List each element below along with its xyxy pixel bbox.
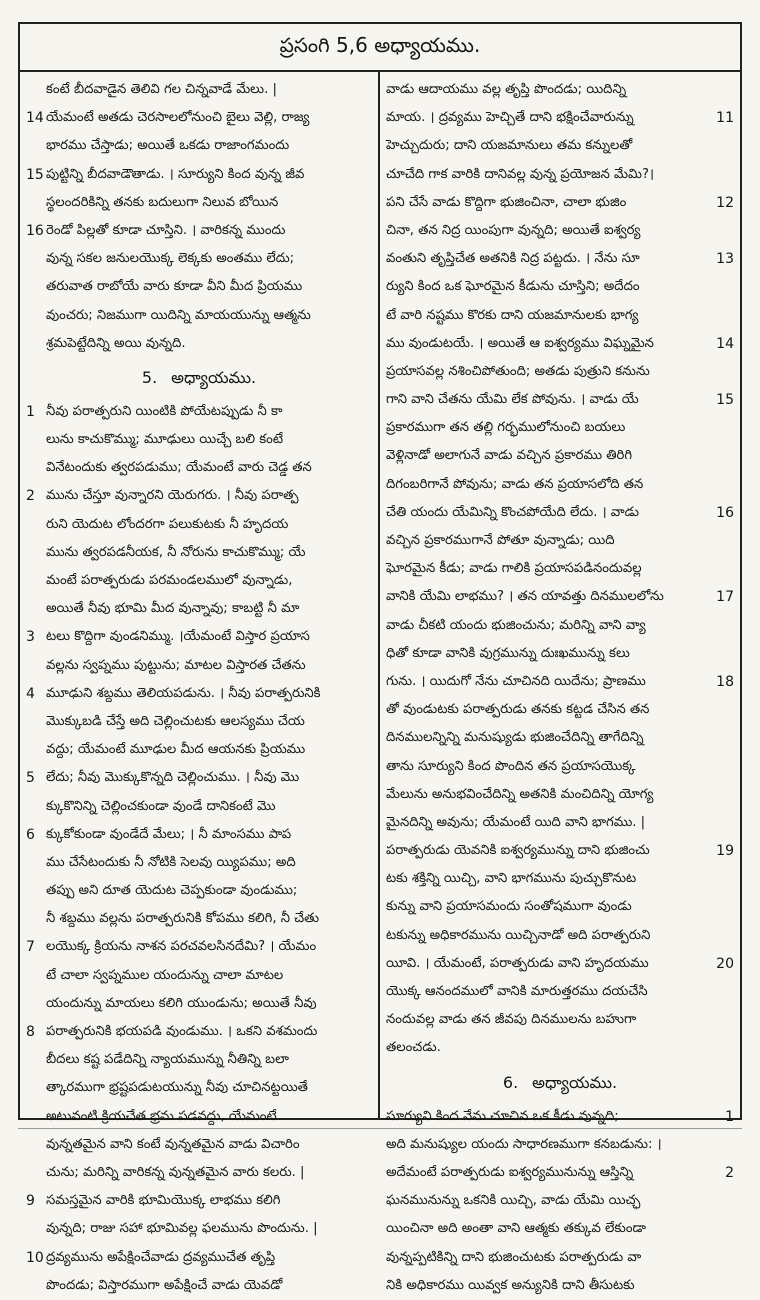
- verse-text: రెండో పిల్లతో కూడా చూస్తిని. । వారికన్న ముందు: [46, 222, 286, 238]
- verse-line: [386, 1215, 734, 1243]
- verse-text: నీవు పరాత్పరుని యింటికి పోయేటప్పుడు నీ కా: [46, 403, 283, 419]
- verse-text: కంటే బీదవాడైన తెలివి గల చిన్నవాడే మేలు. |: [46, 82, 277, 97]
- verse-text: తప్పు అని దూత యెదుట చెప్పకుండా వుండుము;: [46, 883, 298, 899]
- two-column-body: [20, 72, 740, 1293]
- verse-line: [26, 933, 372, 961]
- verse-text: శ్రమపెట్టేదిన్ని అయి వున్నది.: [46, 335, 186, 351]
- verse-line: [26, 1215, 372, 1243]
- verse-text: పొందడు; విస్తారముగా అపేక్షించే వాడు యెవడో: [46, 1277, 283, 1293]
- verse-text: వాడు చీకటి యందు భుజించును; మరిన్ని వాని వ్యా: [386, 617, 646, 633]
- verse-text: పుట్టిన్ని బీదవాడౌతాడు. । సూర్యుని కింద వున్న జీవ: [46, 166, 305, 182]
- verse-line: [26, 482, 372, 510]
- verse-text: లేదు; నీవు మొక్కుకొన్నది చెల్లించుము. । నీవు మొ: [46, 770, 300, 786]
- verse-text: వున్నప్పటికిన్ని దాని భుజించుటకు పరాత్పరుడు వా: [386, 1249, 642, 1265]
- verse-line: [386, 442, 734, 470]
- verse-line: [26, 217, 372, 245]
- verse-number: 15: [26, 166, 44, 183]
- verse-line: [386, 1187, 734, 1215]
- verse-line: [26, 189, 372, 217]
- left-column: [20, 72, 380, 1293]
- verse-text: నీ శబ్దము వల్లను పరాత్పరునికి కోపము కలిగి, నీ చేతు: [46, 911, 320, 927]
- verse-text: టలు కొద్దిగా వుండనిమ్ము. ।యేమంటే విస్తార ప్రయాస: [46, 629, 310, 645]
- verse-text: త్కారముగా భ్రష్టపడుటయున్ను నీవు చూచినట్టయితే: [46, 1080, 308, 1096]
- verse-line: [386, 809, 734, 837]
- verse-line: [26, 1131, 372, 1159]
- verse-text: గును. । యిదుగో నేను చూచినది యిదేను; ప్రాణము: [386, 673, 646, 689]
- verse-line: [386, 753, 734, 781]
- verse-text: వెళ్లినాడో అలాగునే వాడు వచ్చిన ప్రకారము తిరిగి: [386, 448, 633, 464]
- verse-line: [386, 950, 734, 978]
- verse-line: [386, 555, 734, 583]
- verse-text: యీవి. । యేమంటే, పరాత్పరుడు వాని హృదయము: [386, 955, 649, 971]
- verse-line: [26, 454, 372, 482]
- verse-text: మొక్కుబడి చేస్తే అది చెల్లించుటకు ఆలస్యము చేయ: [46, 713, 305, 729]
- verse-text: తలంచడు.: [386, 1040, 441, 1056]
- verse-text: వున్నది; రాజు సహా భూమివల్ల ఫలమును పొందును. |: [46, 1221, 318, 1237]
- verse-text: లును కాచుకొమ్ము; మూఢులు యిచ్చే బలి కంటే: [46, 432, 284, 448]
- verse-text: పని చేసే వాడు కొద్దిగా భుజించినా, చాలా భుజిం: [386, 194, 627, 210]
- verse-line: [26, 273, 372, 301]
- verse-number: 7: [26, 939, 35, 956]
- verse-line: [386, 668, 734, 696]
- verse-line: [26, 1103, 372, 1131]
- verse-line: [386, 1006, 734, 1034]
- verse-line: [26, 652, 372, 680]
- verse-line: [26, 539, 372, 567]
- verse-text: యొక్క ఆనందములో వానికి మారుత్తరము దయచేసి: [386, 984, 648, 999]
- page-header: [20, 24, 740, 72]
- verse-text: వున్న సకల జనులయొక్క లెక్కకు అంతము లేదు;: [46, 251, 295, 267]
- verse-line: [386, 978, 734, 1006]
- verse-line: [386, 1131, 734, 1159]
- verse-line: [26, 1244, 372, 1272]
- verse-number: 16: [716, 504, 734, 521]
- verse-text: యందున్ను మాయలు కలిగి యుండును; అయితే నీవు: [46, 995, 317, 1011]
- verse-number: 17: [716, 589, 734, 606]
- verse-line: [26, 1074, 372, 1102]
- verse-number: 5: [26, 770, 35, 787]
- verse-line: [26, 849, 372, 877]
- verse-text: మంటే పరాత్పరుడు పరమండలములో వున్నాడు,: [46, 573, 293, 588]
- verse-line: [26, 1046, 372, 1074]
- verse-line: [26, 398, 372, 426]
- verse-text: చూచేది గాక వారికి దానివల్ల వున్న ప్రయోజన మేమి?।: [386, 166, 654, 182]
- verse-number: 10: [26, 1249, 44, 1266]
- verse-line: [26, 161, 372, 189]
- verse-line: [26, 132, 372, 160]
- verse-number: 13: [716, 251, 734, 268]
- verse-line: [386, 893, 734, 921]
- verse-line: [26, 1187, 372, 1215]
- verse-text: అదేమంటే పరాత్పరుడు ఐశ్వర్యమునున్ను ఆస్తిన్ని: [386, 1164, 634, 1180]
- verse-number: 11: [716, 110, 734, 127]
- verse-line: [386, 922, 734, 950]
- verse-text: స్థలందరికిన్ని తనకు బదులుగా నిలువ బోయిన: [46, 194, 279, 210]
- verse-line: [26, 567, 372, 595]
- verse-number: 14: [26, 110, 44, 127]
- verse-line: [386, 302, 734, 330]
- verse-text: అటువంటి క్రియచేత భ్రమ పడవద్దు, యేమంటే: [46, 1108, 277, 1124]
- verse-number: 2: [725, 1164, 734, 1181]
- verse-number: 16: [26, 222, 44, 239]
- verse-text: ప్రకారముగా తన తల్లి గర్భములోనుంచి బయలు: [386, 420, 626, 436]
- verse-line: [386, 724, 734, 752]
- verse-text: సమస్తమైన వారికి భూమియొక్క లాభము కలిగి: [46, 1193, 281, 1209]
- verse-line: [26, 426, 372, 454]
- verse-line: [386, 217, 734, 245]
- verse-line: [386, 1103, 734, 1131]
- verse-text: క్కుకొనిన్ని చెల్లించకుండా వుండే దానికంటే మొ: [46, 798, 276, 814]
- verse-line: [386, 1159, 734, 1187]
- verse-text: టకున్ను అధికారమును యిచ్చినాడో అది పరాత్పరుని: [386, 927, 651, 943]
- verse-line: [26, 511, 372, 539]
- verse-line: [26, 1272, 372, 1300]
- verse-text: వల్లను స్వప్నము పుట్టును; మాటల విస్తారత చేతను: [46, 657, 306, 673]
- verse-text: వంతుని తృప్తిచేత అతనికి నిద్ర పట్టదు. । నేను సూ: [386, 251, 640, 267]
- verse-number: 3: [26, 629, 35, 646]
- verse-number: 1: [26, 403, 35, 420]
- verse-line: [26, 104, 372, 132]
- verse-text: మును చేస్తూ వున్నారని యెరుగరు. । నీవు పరాత్ప: [46, 488, 299, 504]
- verse-line: [386, 132, 734, 160]
- verse-line: [26, 595, 372, 623]
- verse-text: అది మనుష్యుల యందు సాధారణముగా కనబడును: ।: [386, 1136, 662, 1152]
- verse-line: [386, 414, 734, 442]
- verse-text: బీదలు కష్ట పడేదిన్ని న్యాయమున్ను నీతిన్ని బలా: [46, 1052, 289, 1068]
- verse-line: [26, 76, 372, 104]
- verse-text: ప్రయాసవల్ల నశించిపోతుంది; అతడు పుత్రుని కనును: [386, 363, 650, 379]
- verse-line: [26, 708, 372, 736]
- verse-text: తాను సూర్యుని కింద పొందిన తన ప్రయాసయొక్క: [386, 758, 636, 774]
- verse-text: వున్నతమైన వాని కంటే వున్నతమైన వాడు విచారిం: [46, 1136, 300, 1152]
- verse-text: టే చాలా స్వప్నముల యందున్ను చాలా మాటల: [46, 967, 284, 983]
- verse-line: [386, 696, 734, 724]
- verse-text: తో వుండుటకు పరాత్పరుడు తనకు కట్టడ చేసిన తన: [386, 702, 650, 718]
- page-title: ప్రసంగి 5,6 అధ్యాయము.: [279, 32, 481, 57]
- verse-number: 12: [716, 194, 734, 211]
- verse-line: [26, 680, 372, 708]
- verse-line: [26, 1159, 372, 1187]
- verse-text: వుంచరు; నిజముగా యిదిన్ని మాయయున్ను ఆత్మను: [46, 307, 311, 323]
- verse-text: ఘనమునున్ను ఒకనికి యిచ్చి, వాడు యేమి యిచ్ఛ: [386, 1193, 641, 1209]
- chapter-label: అధ్యాయము.: [171, 367, 257, 387]
- verse-text: మూఢుని శబ్దము తెలియపడును. । నీవు పరాత్పరునికి: [46, 685, 321, 701]
- verse-line: [386, 161, 734, 189]
- verse-line: [26, 245, 372, 273]
- verse-number: 19: [716, 843, 734, 860]
- verse-text: వాడు ఆదాయము వల్ల తృప్తి పొందడు; యిదిన్ని: [386, 82, 627, 97]
- verse-line: [386, 499, 734, 527]
- verse-line: [26, 1018, 372, 1046]
- verse-line: [386, 189, 734, 217]
- verse-number: 15: [716, 392, 734, 409]
- verse-line: [26, 793, 372, 821]
- verse-text: సూర్యుని కింద నేను చూచిన ఒక కీడు వున్నది;: [386, 1108, 619, 1124]
- verse-line: [386, 1272, 734, 1300]
- verse-text: ద్రవ్యమును అపేక్షించేవాడు ద్రవ్యముచేత తృప్తి: [46, 1249, 276, 1265]
- verse-line: [386, 104, 734, 132]
- chapter-heading: [386, 1063, 734, 1103]
- verse-text: యించినా అది అంతా వాని ఆత్మకు తక్కువ లేకుండా: [386, 1221, 646, 1237]
- verse-text: లయొక్క క్రియను నాశన పరచవలసినదేమి? । యేమం: [46, 939, 317, 955]
- chapter-number: 5.: [141, 367, 158, 387]
- verse-number: 8: [26, 1024, 35, 1040]
- verse-text: వద్దు; యేమంటే మూఢుల మీద ఆయనకు ప్రియము: [46, 742, 306, 758]
- verse-line: [386, 865, 734, 893]
- verse-line: [386, 76, 734, 104]
- scripture-page: [18, 22, 742, 1293]
- verse-text: దిగంబరిగానే పోవును; వాడు తన ప్రయాసలోది తన: [386, 476, 644, 492]
- verse-line: [26, 877, 372, 905]
- verse-text: ఘోరమైన కీడు; వాడు గాలికి ప్రయాసపడినందువల్ల: [386, 561, 642, 577]
- verse-text: చేతి యందు యేమిన్ని కొంచపోయేది లేదు. । వాడు: [386, 504, 639, 520]
- verse-text: వానికి యేమి లాభము? । తన యావత్తు దినములలోను: [386, 589, 664, 605]
- verse-text: నందువల్ల వాడు తన జీవపు దినములను బహుగా: [386, 1012, 637, 1028]
- verse-line: [386, 583, 734, 611]
- verse-number: 1: [725, 1108, 734, 1125]
- verse-line: [386, 1034, 734, 1062]
- verse-text: దినములన్నిన్ని మనుష్యుడు భుజించేదిన్ని తాగేదిన్ని: [386, 730, 644, 746]
- bottom-rule: [18, 1128, 742, 1129]
- chapter-heading: [26, 358, 372, 398]
- verse-text: మాయ. । ద్రవ్యము హెచ్చితే దాని భక్షించేవారున్ను: [386, 110, 634, 126]
- verse-text: హెచ్చుదురు; దాని యజమానులు తమ కన్నులతో: [386, 138, 633, 154]
- verse-line: [26, 302, 372, 330]
- verse-line: [386, 273, 734, 301]
- verse-text: ర్యుని కింద ఒక ఘోరమైన కీడును చూస్తిని; అదేదం: [386, 279, 640, 295]
- verse-line: [386, 612, 734, 640]
- verse-text: తరువాత రాబోయే వారు కూడా వీని మీద ప్రియము: [46, 279, 303, 295]
- verse-number: 14: [716, 335, 734, 352]
- verse-text: పరాత్పరుడు యెవనికి ఐశ్వర్యమున్ను దాని భుజించు: [386, 843, 650, 859]
- verse-line: [386, 330, 734, 358]
- verse-line: [386, 471, 734, 499]
- verse-text: చును; మరిన్ని వారికన్న వున్నతమైన వారు కలరు. |: [46, 1164, 305, 1180]
- verse-text: భారము చేస్తాడు; అయితే ఒకడు రాజాంగమందు: [46, 138, 290, 154]
- verse-text: మేలును అనుభవించేదిన్ని అతనికి మంచిదిన్ని యోగ్య: [386, 786, 654, 802]
- verse-line: [26, 962, 372, 990]
- verse-line: [26, 330, 372, 358]
- verse-number: 9: [26, 1193, 35, 1210]
- verse-line: [26, 736, 372, 764]
- verse-text: పరాత్పరునికి భయపడి వుండుము. । ఒకని వశమందు: [46, 1024, 318, 1039]
- verse-line: [386, 358, 734, 386]
- verse-text: రుని యెదుట లోందరగా పలుకుటకు నీ హృదయ: [46, 516, 289, 532]
- verse-line: [386, 245, 734, 273]
- verse-text: చినా, తన నిద్ర యింపుగా వున్నది; అయితే ఐశ్వర్య: [386, 222, 641, 238]
- verse-number: 6: [26, 826, 35, 843]
- verse-line: [26, 905, 372, 933]
- verse-line: [386, 1244, 734, 1272]
- verse-text: ము వుండుటయే. । అయితే ఆ ఐశ్వర్యము విఘ్నమైన: [386, 335, 654, 351]
- verse-number: 18: [716, 673, 734, 690]
- verse-number: 20: [716, 955, 734, 972]
- verse-line: [386, 837, 734, 865]
- verse-number: 2: [26, 488, 35, 505]
- verse-text: టకు శక్తిన్ని యిచ్చి, వాని భాగమును పుచ్చుకొనుట: [386, 871, 637, 887]
- verse-text: మైనదిన్ని అవును; యేమంటే యిది వాని భాగము. |: [386, 814, 646, 830]
- right-column: [380, 72, 740, 1293]
- verse-text: టే వారి నష్టము కొరకు దాని యజమానులకు భాగ్య: [386, 307, 639, 323]
- verse-number: 4: [26, 685, 35, 702]
- verse-line: [26, 990, 372, 1018]
- verse-text: మును త్వరపడనీయక, నీ నోరును కాచుకొమ్ము; యే: [46, 544, 306, 560]
- verse-line: [386, 781, 734, 809]
- verse-line: [386, 527, 734, 555]
- verse-text: గాని వాని చేతను యేమి లేక పోవును. । వాడు యే: [386, 392, 639, 408]
- verse-text: ధితో కూడా వానికి వుగ్రమున్ను దుఃఖమున్ను కలు: [386, 645, 630, 661]
- verse-line: [26, 821, 372, 849]
- verse-line: [26, 623, 372, 651]
- verse-text: ము చేసేటందుకు నీ నోటికి సెలవు య్యిపము; అది: [46, 854, 296, 870]
- verse-text: కున్ను వాని ప్రయాసమందు సంతోషముగా వుండు: [386, 899, 632, 915]
- verse-line: [386, 386, 734, 414]
- verse-text: క్కుకోకుండా వుండేదే మేలు; । నీ మాంసము పాప: [46, 826, 292, 842]
- verse-text: నికి అధికారము యివ్వక అన్యునికి దాని తీసుటకు: [386, 1277, 635, 1293]
- verse-text: వచ్చిన ప్రకారముగానే పోతూ వున్నాడు; యిది: [386, 533, 615, 548]
- chapter-label: అధ్యాయము.: [532, 1072, 618, 1092]
- chapter-number: 6.: [502, 1072, 519, 1092]
- verse-line: [26, 764, 372, 792]
- verse-text: యేమంటే అతడు చెరసాలలోనుంచి బైలు వెల్లి, రాజ్య: [46, 110, 310, 126]
- verse-text: వినేటందుకు త్వరపడుము; యేమంటే వారు చెడ్డ తన: [46, 460, 312, 476]
- verse-line: [386, 640, 734, 668]
- verse-text: అయితే నీవు భూమి మీద వున్నావు; కాబట్టి నీ మా: [46, 601, 300, 617]
